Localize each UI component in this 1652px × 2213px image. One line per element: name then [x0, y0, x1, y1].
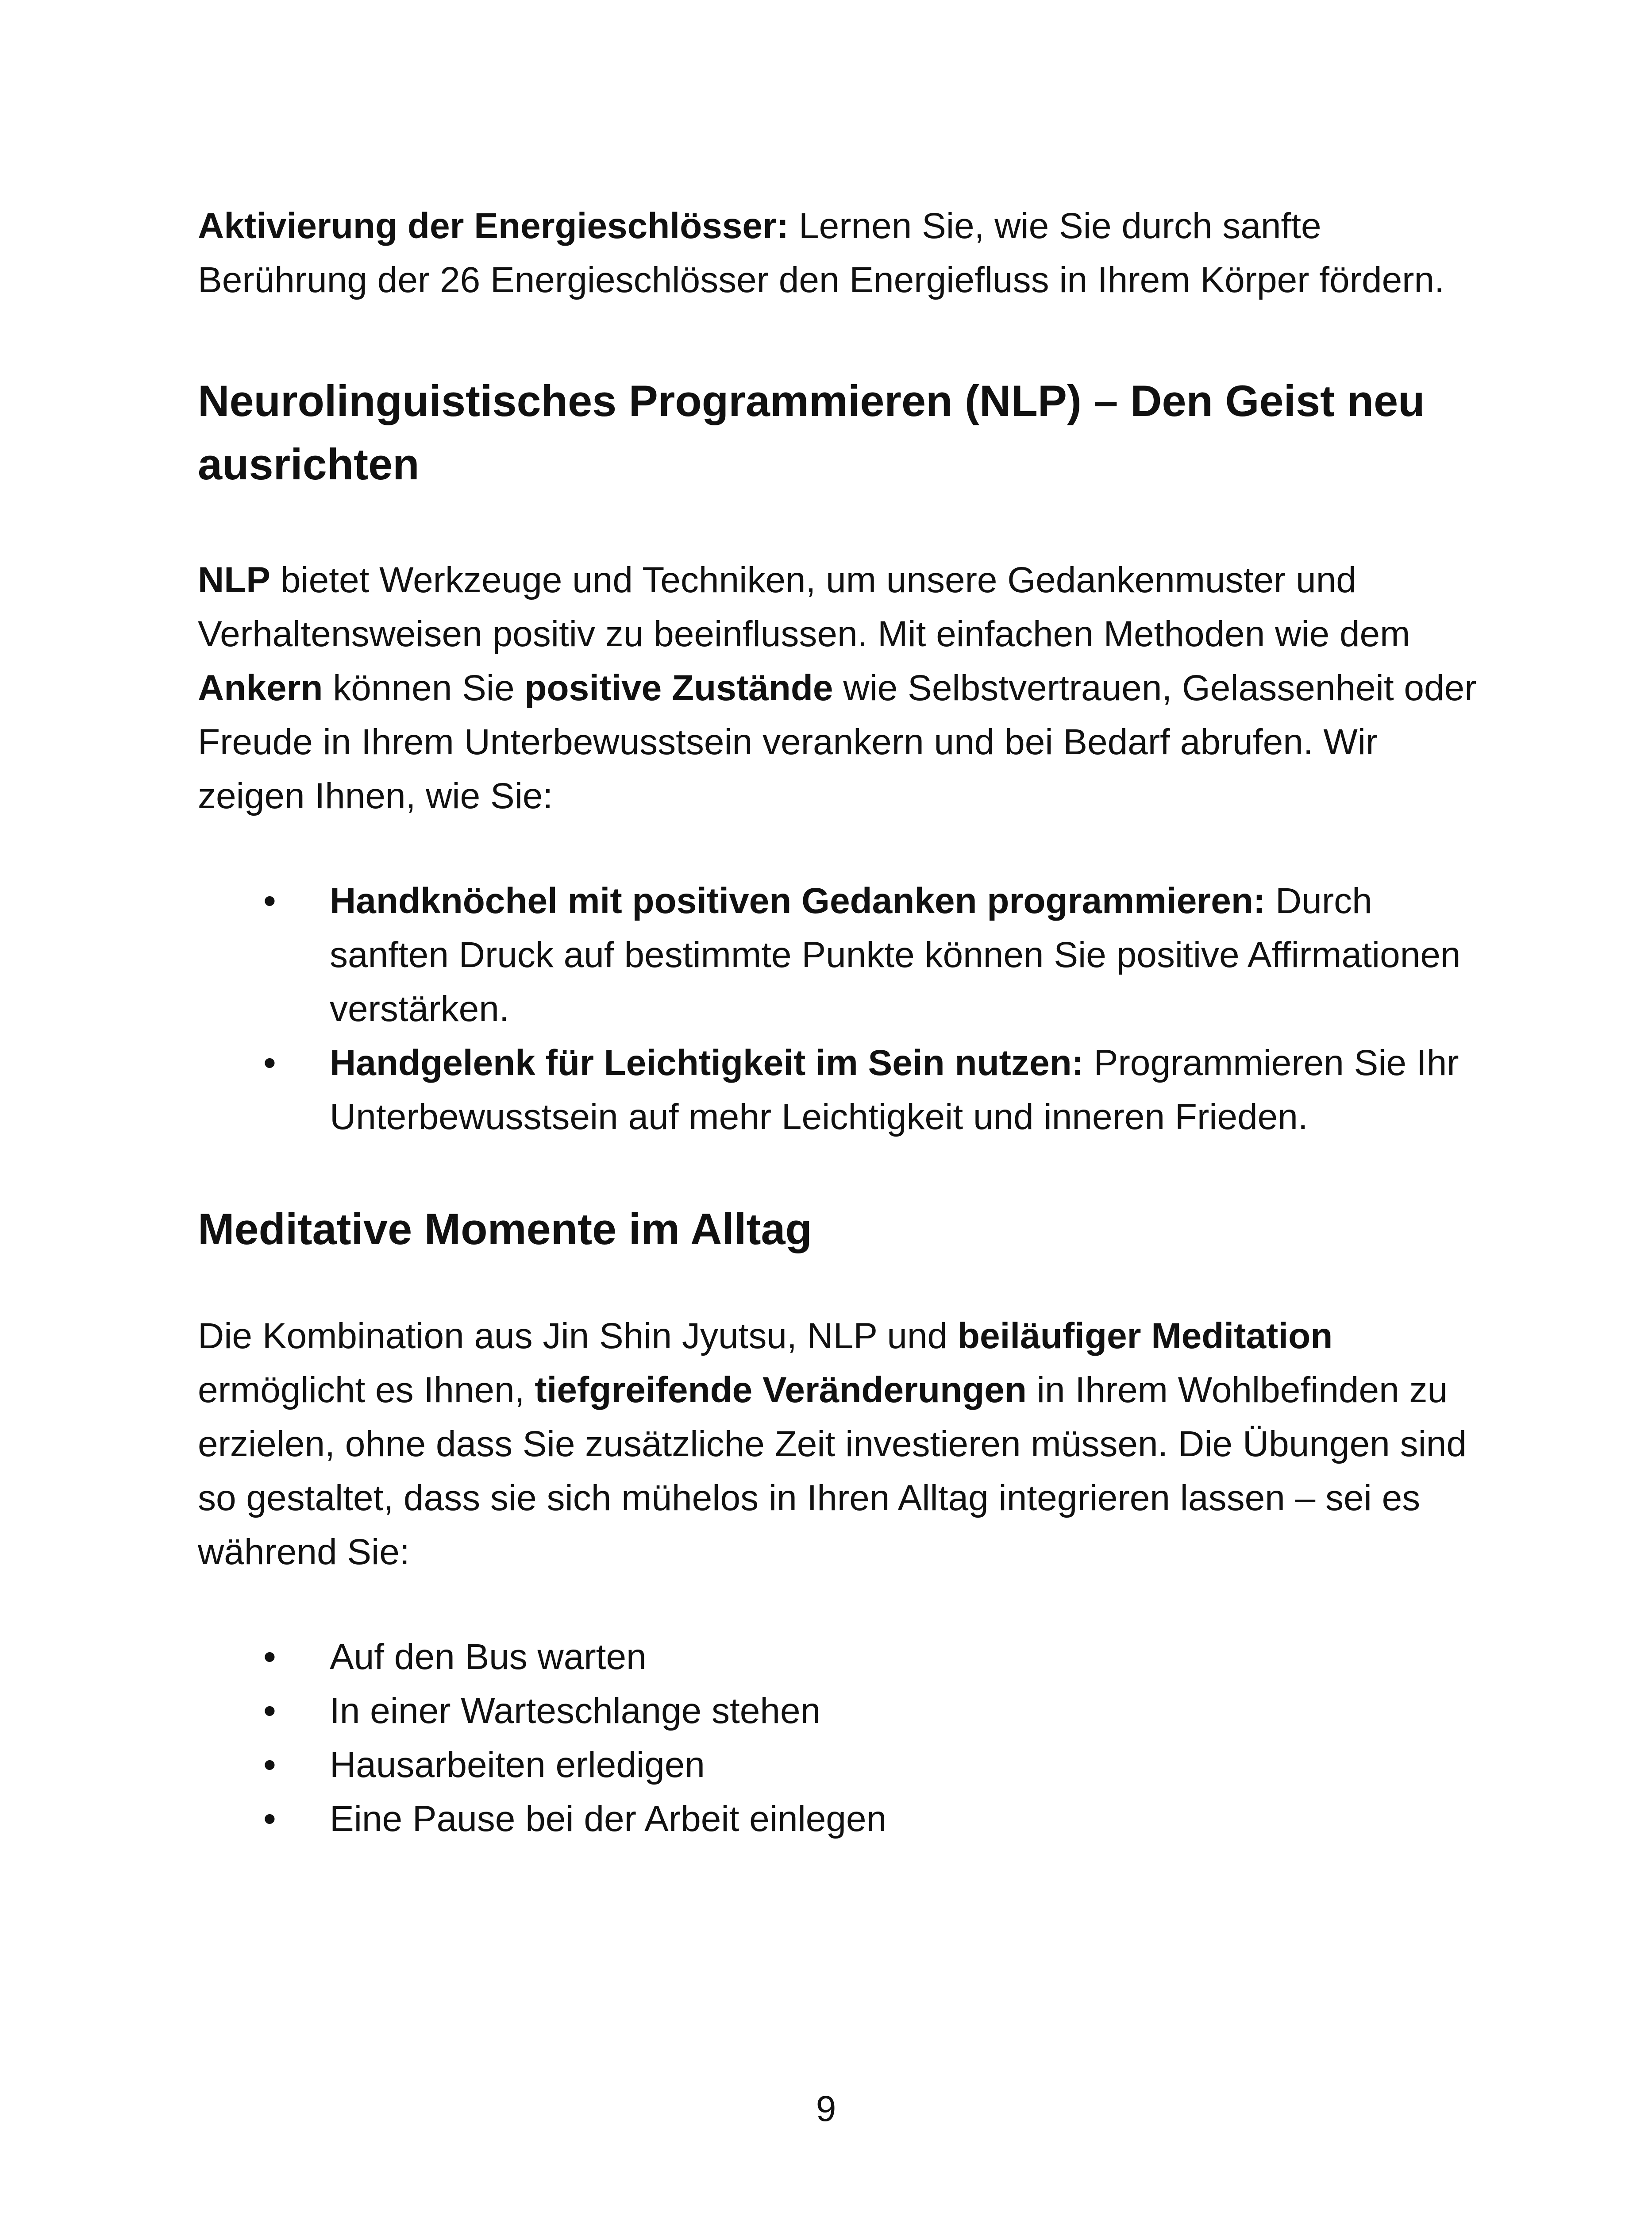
bullet-icon: •	[263, 1043, 276, 1083]
list-item	[198, 1684, 1481, 1738]
list-item	[198, 874, 1481, 1036]
meditation-bold-1: beiläufiger Meditation	[957, 1316, 1333, 1356]
bullet-icon: •	[263, 1691, 276, 1731]
page-number: 9	[816, 2089, 836, 2129]
meditation-heading: Meditative Momente im Alltag	[198, 1204, 813, 1253]
list-item-text: Durch sanften Druck auf bestimmte Punkte können Sie positive Affirmationen verstärken.	[330, 881, 1461, 1029]
bullet-icon: •	[263, 1637, 276, 1677]
bullet-icon: •	[263, 1745, 276, 1785]
nlp-text-1: bietet Werkzeuge und Techniken, um unsere Gedankenmuster und Verhaltensweisen positiv zu beeinflussen. Mit einfachen Methoden wie dem	[198, 560, 1410, 654]
list-item	[198, 1630, 1481, 1684]
list-item	[198, 1036, 1481, 1144]
nlp-text-3: wie Selbstvertrauen, Gelassenheit oder Freude in Ihrem Unterbewusstsein verankern und bei Bedarf abrufen. Wir zeigen Ihnen, wie Sie:	[198, 668, 1477, 816]
list-item-text: In einer Warteschlange stehen	[330, 1691, 821, 1731]
nlp-bold-ankern: Ankern	[198, 668, 323, 708]
list-item-term: Handgelenk für Leichtigkeit im Sein nutzen:	[330, 1043, 1084, 1083]
intro-term: Aktivierung der Energieschlösser:	[198, 206, 789, 246]
meditation-bold-2: tiefgreifende Veränderungen	[535, 1370, 1027, 1410]
nlp-paragraph	[198, 553, 1481, 823]
intro-paragraph	[198, 199, 1481, 307]
meditation-bullet-list	[198, 1630, 1481, 1846]
page-content	[198, 199, 1481, 1846]
meditation-text-3: in Ihrem Wohlbefinden zu erzielen, ohne dass Sie zusätzliche Zeit investieren müssen. Die Übungen sind so gestaltet, dass sie sich mühelos in Ihren Alltag integrieren lassen – sei es während Sie:	[198, 1370, 1467, 1572]
meditation-text-2: ermöglicht es Ihnen,	[198, 1370, 535, 1410]
nlp-text-2: können Sie	[323, 668, 525, 708]
list-item	[198, 1738, 1481, 1792]
intro-text: Lernen Sie, wie Sie durch sanfte Berührung der 26 Energieschlösser den Energiefluss in Ihrem Körper fördern.	[198, 206, 1444, 300]
meditation-paragraph	[198, 1309, 1481, 1579]
list-item-text: Auf den Bus warten	[330, 1637, 647, 1677]
nlp-bold-zustaende: positive Zustände	[524, 668, 833, 708]
list-item-text: Eine Pause bei der Arbeit einlegen	[330, 1799, 887, 1839]
nlp-heading: Neurolinguistisches Programmieren (NLP) – Den Geist neu ausrichten	[198, 376, 1425, 489]
bullet-icon: •	[263, 881, 276, 921]
nlp-bold-nlp: NLP	[198, 560, 270, 600]
list-item-term: Handknöchel mit positiven Gedanken programmieren:	[330, 881, 1266, 921]
nlp-bullet-list	[198, 874, 1481, 1144]
list-item-text: Hausarbeiten erledigen	[330, 1745, 705, 1785]
bullet-icon: •	[263, 1799, 276, 1839]
list-item-text: Programmieren Sie Ihr Unterbewusstsein auf mehr Leichtigkeit und inneren Frieden.	[330, 1043, 1459, 1137]
meditation-text-1: Die Kombination aus Jin Shin Jyutsu, NLP und	[198, 1316, 958, 1356]
list-item	[198, 1792, 1481, 1846]
